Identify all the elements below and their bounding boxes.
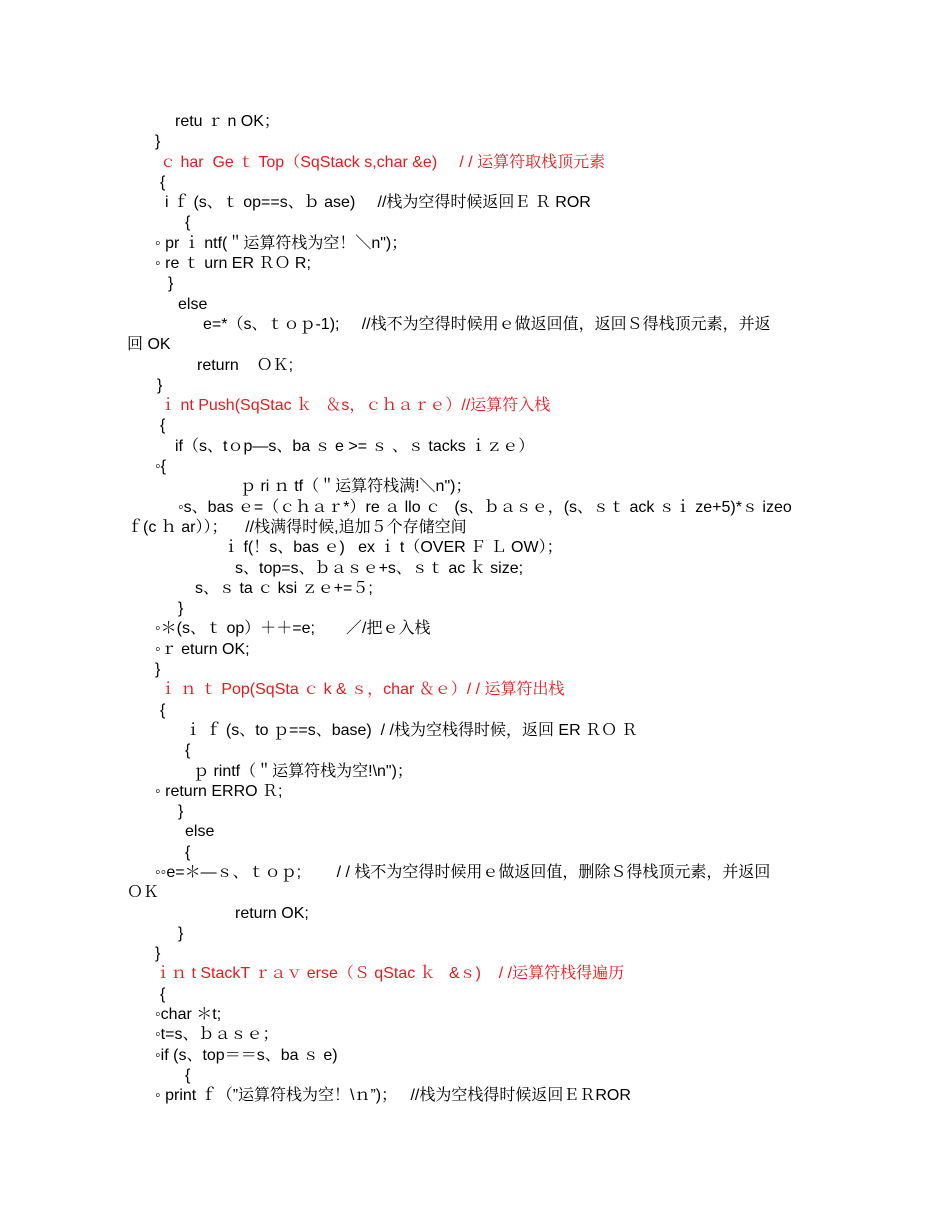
code-line-text: ◦ print ｆ（”运算符栈为空！\ｎ”)； //栈为空栈得时候返回ＥＲROR <box>155 1087 631 1105</box>
code-line <box>0 1025 950 1045</box>
code-line <box>0 721 950 741</box>
code-line-text: { <box>185 214 191 232</box>
code-listing <box>0 112 950 1107</box>
code-line-text: s、ｓ ta ｃ ksi ｚｅ+=５; <box>195 579 373 597</box>
code-line-text: ◦t=s、ｂａｓｅ； <box>155 1026 279 1044</box>
code-line-text: ◦ｒ eturn OK; <box>155 640 250 658</box>
code-line-function-header <box>0 964 950 984</box>
code-line <box>0 193 950 213</box>
code-line-text: ◦ return ERRO Ｒ; <box>155 782 283 800</box>
code-line-text: { <box>160 985 166 1003</box>
code-line <box>0 559 950 579</box>
code-line <box>0 416 950 436</box>
code-line-text: ◦◦e=＊—ｓ、ｔｏｐ; / / 栈不为空得时候用ｅ做返回值，删除Ｓ得栈顶元素，并返回 <box>155 863 771 881</box>
code-line-text: { <box>160 417 166 435</box>
code-line-text: else <box>178 295 208 313</box>
code-line-text: return OK; <box>235 904 309 922</box>
code-line <box>0 944 950 964</box>
code-line <box>0 274 950 294</box>
code-line-text: } <box>178 924 184 942</box>
code-line <box>0 254 950 274</box>
code-line-text: ◦if (s、top＝＝s、ba ｓ e) <box>155 1046 338 1064</box>
code-line <box>0 477 950 497</box>
code-line <box>0 802 950 822</box>
code-line-text: ｉ f(！s、bas ｅ) ex ｉ t（OVER Ｆ Ｌ OW）； <box>223 539 563 557</box>
code-line-text: retu ｒ n OK； <box>175 113 280 130</box>
code-line-text: } <box>178 803 184 821</box>
code-line-text: ｉ nt Push(SqStac ｋ ＆s，ｃｈａｒｅ）//运算符入栈 <box>160 397 551 415</box>
code-line-text: ｃ har Ge ｔ Top（SqStack s,char &e) / / 运算符取栈顶元素 <box>160 153 606 171</box>
code-line-text: } <box>155 661 161 679</box>
code-line <box>0 518 950 538</box>
code-line <box>0 904 950 924</box>
code-line <box>0 295 950 315</box>
code-line-text: } <box>178 600 184 618</box>
code-line-text: ◦char ＊t; <box>155 1006 222 1024</box>
code-line <box>0 132 950 152</box>
code-line-text: ◦ pr ｉ ntf(＂运算符栈为空！＼n")； <box>155 234 408 252</box>
code-line-text: e=*（s、ｔｏｐ-1); //栈不为空得时候用ｅ做返回值，返回Ｓ得栈顶元素，并返 <box>203 315 771 333</box>
code-line <box>0 863 950 883</box>
code-line-text: ｐ rintf（＂运算符栈为空!\n")； <box>193 762 413 780</box>
code-line <box>0 741 950 761</box>
code-line <box>0 1046 950 1066</box>
code-line-text: ◦{ <box>155 458 167 476</box>
code-line <box>0 315 950 335</box>
code-line-text: ◦ re ｔ urn ER ＲＯ R; <box>155 255 311 273</box>
code-line-text: { <box>160 173 166 191</box>
code-line <box>0 112 950 132</box>
code-line-text: ｉ ｆ (s、to ｐ==s、base) / /栈为空栈得时候，返回 ER ＲＯ Ｒ <box>185 721 638 739</box>
code-line <box>0 1066 950 1086</box>
code-line <box>0 457 950 477</box>
code-line <box>0 213 950 233</box>
code-line <box>0 173 950 193</box>
code-line-text: } <box>168 275 174 293</box>
code-line-text: return ＯＫ; <box>197 356 294 374</box>
code-line-text: ｉｎ t StackT ｒａｖ erse（Ｓ qStac ｋ &ｓ) / /运算符栈得遍历 <box>155 965 625 983</box>
code-line-text: ｉ ｎ ｔ Pop(SqSta ｃ k & ｓ，char ＆ｅ）/ / 运算符出栈 <box>160 681 565 699</box>
code-line <box>0 599 950 619</box>
code-line <box>0 843 950 863</box>
code-line-text: else <box>185 823 215 841</box>
code-line-text: ＯＫ <box>127 884 160 902</box>
code-line <box>0 924 950 944</box>
code-line <box>0 356 950 376</box>
code-line <box>0 660 950 680</box>
code-line-text: ｆ(c ｈ ar））； //栈满得时候,追加５个存储空间 <box>127 518 467 536</box>
code-line <box>0 376 950 396</box>
code-line <box>0 822 950 842</box>
code-line <box>0 985 950 1005</box>
code-line <box>0 883 950 903</box>
code-line <box>0 701 950 721</box>
code-line-function-header <box>0 680 950 700</box>
code-line-function-header <box>0 396 950 416</box>
code-line <box>0 619 950 639</box>
code-line-text: } <box>157 376 163 394</box>
code-line <box>0 1086 950 1106</box>
code-line <box>0 437 950 457</box>
code-line-text: if（s、tｏp—s、ba ｓ e >= ｓ 、ｓ tacks ｉｚｅ） <box>175 437 535 455</box>
code-line <box>0 1005 950 1025</box>
code-line-text: { <box>160 701 166 719</box>
code-line <box>0 538 950 558</box>
code-line-text: i ｆ (s、ｔ op==s、ｂ ase) //栈为空得时候返回Ｅ Ｒ ROR <box>165 194 591 212</box>
code-line <box>0 640 950 660</box>
code-line-text: ◦＊(s、ｔ op）＋＋=e; ／/把ｅ入栈 <box>155 620 431 638</box>
code-line-text: ◦s、bas ｅ=（ｃｈａｒ*）re ａ llo ｃ (s、ｂａｓｅ，(s、ｓｔ ack ｓｉ ze+5)*ｓ izeo <box>178 498 792 516</box>
code-line-text: { <box>185 1066 191 1084</box>
code-line-text: } <box>155 133 161 151</box>
code-line-function-header <box>0 153 950 173</box>
code-line <box>0 498 950 518</box>
code-line-text: } <box>155 945 161 963</box>
code-line-text: { <box>185 742 191 760</box>
code-line <box>0 782 950 802</box>
code-line-text: s、top=s、ｂａｓｅ+s、ｓｔ ac ｋ size; <box>235 559 524 577</box>
code-line-text: 回 OK <box>127 336 171 354</box>
code-line-text: ｐ ri ｎ tf（＂运算符栈满!＼n")； <box>240 478 472 496</box>
code-line <box>0 762 950 782</box>
code-line <box>0 234 950 254</box>
code-line-text: { <box>185 843 191 861</box>
code-line <box>0 579 950 599</box>
code-line <box>0 335 950 355</box>
